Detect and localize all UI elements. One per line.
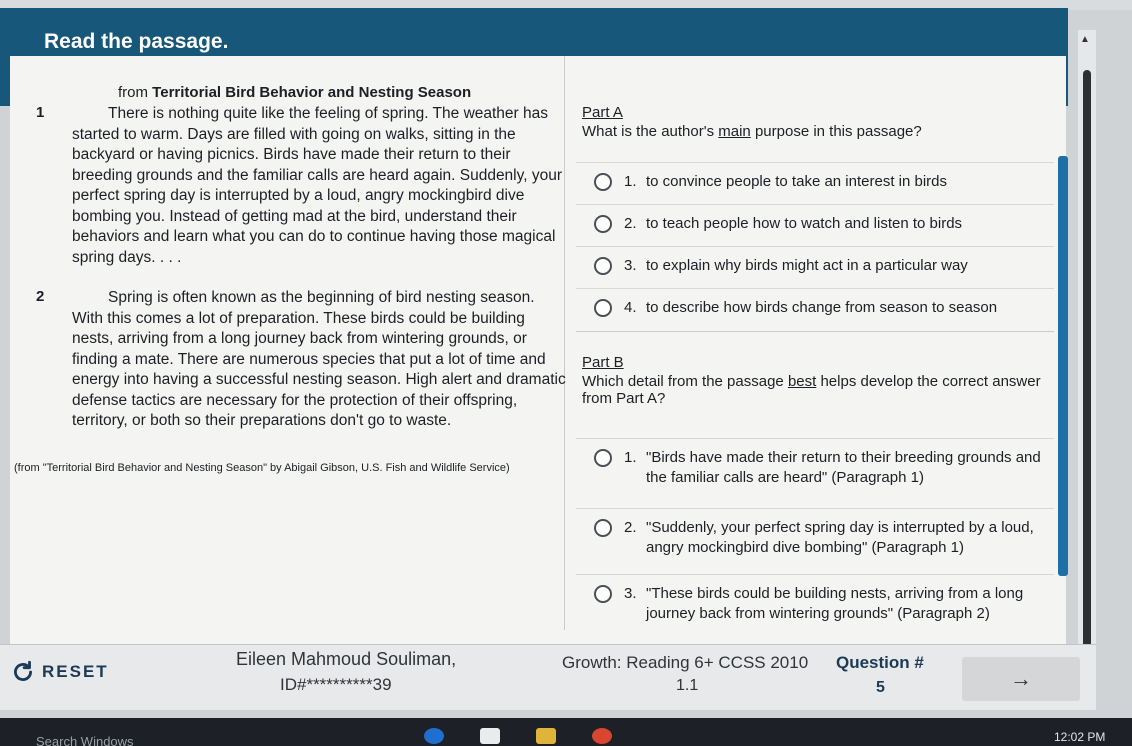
part-a-option-3[interactable]: 3. to explain why birds might act in a particular way: [576, 246, 1054, 288]
part-b: [582, 354, 1052, 407]
radio-button[interactable]: [594, 449, 612, 467]
radio-button[interactable]: [594, 299, 612, 317]
refresh-icon: [10, 659, 36, 685]
part-a-option-4[interactable]: 4. to describe how birds change from season to season: [576, 288, 1054, 332]
reset-label: RESET: [42, 662, 109, 681]
assessment-name: Growth: Reading 6+ CCSS 2010: [562, 653, 809, 672]
windows-taskbar: [0, 718, 1132, 746]
radio-button[interactable]: [594, 585, 612, 603]
scrollbar-thumb[interactable]: [1083, 70, 1091, 690]
question-number: 5: [876, 679, 885, 696]
progress-accent-bar: [1058, 156, 1068, 576]
arrow-right-icon: →: [1010, 666, 1032, 691]
student-id: ID#**********39: [280, 675, 392, 694]
part-a-question: What is the author's main purpose in this passage?: [582, 123, 922, 140]
radio-button[interactable]: [594, 215, 612, 233]
part-b-option-2[interactable]: 2. "Suddenly, your perfect spring day is interrupted by a loud, angry mockingbird dive bombing" (Paragraph 1): [576, 508, 1054, 574]
next-button[interactable]: [962, 657, 1080, 701]
taskbar-search[interactable]: Search Windows: [36, 734, 134, 746]
reset-button[interactable]: [10, 659, 109, 685]
part-b-label: Part B: [582, 354, 624, 371]
footer-bar: [0, 644, 1096, 710]
taskbar-clock: 12:02 PM: [1054, 730, 1106, 744]
chrome-icon[interactable]: [592, 728, 612, 744]
radio-button[interactable]: [594, 257, 612, 275]
paragraph-2: Spring is often known as the beginning of bird nesting season. With this comes a lot of preparation. These birds could be building nests, arriving from a long journey back from wintering grounds, or finding a mate. There are numerous species that put a lot of time and energy into having a successful nesting season. High alert and dramatic defense tactics are necessary for the protection of their offspring, territory, or both so their preparations don't go to waste.: [72, 289, 566, 429]
scroll-up-icon[interactable]: ▲: [1080, 34, 1090, 45]
radio-button[interactable]: [594, 173, 612, 191]
folder-icon[interactable]: [536, 728, 556, 744]
radio-button[interactable]: [594, 519, 612, 537]
part-a-option-2[interactable]: 2. to teach people how to watch and listen to birds: [576, 204, 1054, 246]
question-number-label: Question #: [836, 653, 924, 672]
part-a-label: Part A: [582, 104, 623, 121]
store-icon[interactable]: [480, 728, 500, 744]
passage-citation: (from "Territorial Bird Behavior and Nesting Season" by Abigail Gibson, U.S. Fish and Wildlife Service): [14, 462, 510, 474]
standard-code: 1.1: [676, 677, 699, 694]
passage-title: from Territorial Bird Behavior and Nesting Season: [118, 84, 472, 101]
paragraph-1: There is nothing quite like the feeling of spring. The weather has started to warm. Days are filled with going on walks, sitting in the backyard or having picnics. Birds have made their return to their breeding grounds and the familiar calls are heard again. Suddenly, your perfect spring day is interrupted by a loud, angry mockingbird dive bombing you. Instead of getting mad at the bird, understand their behaviors and learn what you can do to continue having those magical spring days. . . .: [72, 105, 562, 266]
part-b-option-1[interactable]: 1. "Birds have made their return to their breeding grounds and the familiar calls are heard" (Paragraph 1): [576, 438, 1054, 508]
part-b-question: Which detail from the passage best helps develop the correct answer from Part A?: [582, 373, 1041, 407]
part-b-option-3[interactable]: 3. "These birds could be building nests, arriving from a long journey back from wintering grounds" (Paragraph 2): [576, 574, 1054, 634]
page-title: Read the passage.: [44, 30, 229, 53]
paragraph-number: 2: [36, 288, 45, 305]
part-a-option-1[interactable]: 1. to convince people to take an interest in birds: [576, 162, 1054, 204]
part-a: [582, 104, 922, 140]
author-name: Eileen Mahmoud Souliman,: [236, 649, 457, 669]
edge-icon[interactable]: [424, 728, 444, 744]
paragraph-number: 1: [36, 104, 45, 121]
